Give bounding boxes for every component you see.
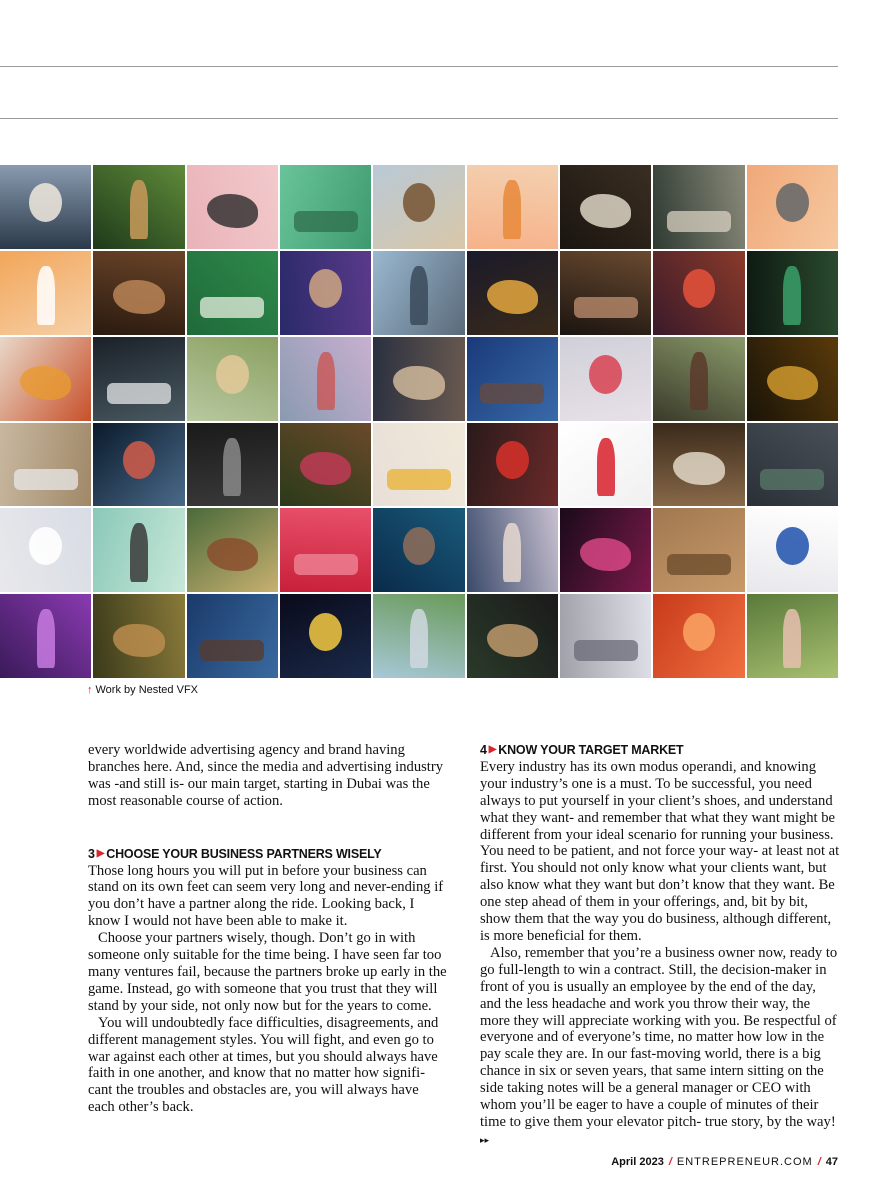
tile-subject [37,266,55,325]
mosaic-tile [280,508,371,592]
mosaic-tile [373,508,464,592]
tile-subject [760,469,824,490]
image-mosaic [0,165,838,678]
tile-subject [403,527,436,566]
tile-subject [574,297,638,318]
mosaic-tile [93,337,184,421]
mosaic-tile [560,594,651,678]
mosaic-tile [93,594,184,678]
tile-subject [410,609,428,668]
intro-paragraph: every worldwide advertising agency and brand having branches here. And, since the media and advertising industry was -and still is- our main target, starting in Dubai was the most reasonable course of action. [88,742,444,809]
tile-subject [480,383,544,404]
mosaic-tile [653,165,744,249]
mosaic-tile [747,594,838,678]
mosaic-tile [560,423,651,507]
tile-subject [667,554,731,575]
tile-subject [683,613,716,652]
mosaic-tile [280,337,371,421]
slash-divider-icon: / [668,1156,672,1168]
tile-subject [574,640,638,661]
mosaic-tile [280,251,371,335]
tile-subject [503,523,521,582]
tile-subject [200,297,264,318]
tile-subject [767,366,818,400]
mosaic-tile [653,423,744,507]
red-triangle-icon: ▶ [488,744,497,755]
mosaic-tile [280,165,371,249]
mosaic-tile [653,594,744,678]
mosaic-tile [93,423,184,507]
tile-subject [130,523,148,582]
tile-subject [783,266,801,325]
mosaic-tile [560,251,651,335]
mosaic-tile [93,165,184,249]
mosaic-tile [560,337,651,421]
mosaic-tile [187,423,278,507]
end-mark-icon: ▸▸ [480,1135,490,1146]
red-triangle-icon: ▶ [96,847,105,859]
mosaic-tile [373,165,464,249]
paragraph: Choose your partners wisely, though. Don’t go in with someone only suitable for the time being. I have seen far too many ventures fail, because the partners broke up early in the game. Instead, go with someone that you trust that they will stand by your side, not only now but for the years to come. [88,930,447,1014]
tile-subject [580,538,631,572]
mosaic-tile [467,508,558,592]
tile-subject [317,352,335,411]
tile-subject [496,441,529,480]
mosaic-tile [653,508,744,592]
tile-subject [683,269,716,308]
mosaic-tile [467,251,558,335]
mosaic-tile [747,423,838,507]
section-4-heading [480,742,840,759]
section-number: 4 [480,743,487,757]
mosaic-tile [747,165,838,249]
paragraph: Those long hours you will put in before your business can stand on its own feet can seem very long and never-ending if you don’t have a partner along the ride. Looking back, I know I would not have been able to make it. [88,862,444,930]
tile-subject [294,554,358,575]
left-column [88,742,448,1116]
tile-subject [387,469,451,490]
right-column [480,742,840,1150]
tile-subject [113,280,164,314]
mosaic-tile [467,594,558,678]
tile-subject [107,383,171,404]
tile-subject [29,527,62,566]
mosaic-tile [93,508,184,592]
mosaic-tile [0,165,91,249]
mosaic-tile [0,337,91,421]
page-footer [611,1156,838,1168]
tile-subject [783,609,801,668]
slash-divider-icon: / [817,1156,821,1168]
mosaic-tile [747,508,838,592]
mosaic-tile [0,594,91,678]
mosaic-tile [373,251,464,335]
section-title: KNOW YOUR TARGET MARKET [498,743,684,757]
paragraph: You will undoubtedly face difficulties, disagreements, and different management styles. You will fight, and even go to war against each other at times, but you should always have faith in one another, and know that no matter how signifi-cant the troubles and obstacles are, you will always have each other’s back. [88,1014,439,1116]
mosaic-tile [187,508,278,592]
tile-subject [690,352,708,411]
mosaic-tile [560,165,651,249]
mosaic-tile [467,337,558,421]
mosaic-tile [0,423,91,507]
tile-subject [776,183,809,222]
up-arrow-icon: ↑ [87,684,93,696]
tile-subject [207,538,258,572]
tile-subject [667,211,731,232]
tile-subject [123,441,156,480]
mosaic-tile [187,337,278,421]
image-caption [87,684,198,696]
paragraph-text: Also, remember that you’re a business owner now, ready to go full-length to win a contract. Still, the decision-maker in front of you is usually an employee by the end of the day, and the less headache and work you throw their way, the more they will appreciate working with you. Be respectful of everyone and of everyone’s time, no matter how low in the pay scale they are. In our fast-moving world, there is a big chance in six or seven years, that same intern sitting on the side taking notes will be a general manager or CEO with whom you’ll be eager to have a couple of minutes of their time to give them your elevator pitch- true story, by the way! [480,944,838,1130]
paragraph [480,945,840,1150]
page-number: 47 [825,1156,838,1168]
mosaic-tile [653,337,744,421]
tile-subject [580,194,631,228]
tile-subject [29,183,62,222]
tile-subject [216,355,249,394]
mosaic-tile [467,423,558,507]
mosaic-tile [560,508,651,592]
mosaic-tile [187,165,278,249]
tile-subject [503,180,521,239]
paragraph: Every industry has its own modus operandi, and knowing your industry’s one is a must. To be successful, you need always to put yourself in your client’s shoes, and understand what they want- and remember that what they want might be different from your ideal scenario for running your business. You need to be patient, and not force your way- at least not at first. You should not only know what your clients want, but also know what they want but don’t know that they want. Be one step ahead of them in your offerings, and, bit by bit, show them that the way you do business, although different, is more beneficial for them. [480,758,840,944]
tile-subject [309,269,342,308]
tile-subject [130,180,148,239]
tile-subject [37,609,55,668]
mosaic-tile [0,251,91,335]
tile-subject [20,366,71,400]
mosaic-tile [280,594,371,678]
mosaic-tile [0,508,91,592]
tile-subject [294,211,358,232]
tile-subject [223,438,241,497]
mosaic-tile [373,594,464,678]
issue-date: April 2023 [611,1156,664,1168]
mosaic-tile [280,423,371,507]
mosaic-tile [93,251,184,335]
mosaic-tile [373,423,464,507]
tile-subject [300,452,351,486]
tile-subject [403,183,436,222]
tile-subject [113,624,164,658]
mosaic-tile [187,251,278,335]
section-3-heading [88,846,448,863]
mosaic-tile [653,251,744,335]
caption-text: Work by Nested VFX [95,684,198,696]
tile-subject [200,640,264,661]
second-rule [0,118,838,119]
tile-subject [776,527,809,566]
mosaic-tile [373,337,464,421]
tile-subject [487,624,538,658]
mosaic-tile [187,594,278,678]
tile-subject [207,194,258,228]
mosaic-tile [747,337,838,421]
tile-subject [410,266,428,325]
tile-subject [14,469,78,490]
tile-subject [309,613,342,652]
tile-subject [393,366,444,400]
website: ENTREPRENEUR.COM [676,1156,813,1168]
section-title: CHOOSE YOUR BUSINESS PARTNERS WISELY [106,846,382,861]
top-rule [0,66,838,67]
mosaic-tile [747,251,838,335]
mosaic-tile [467,165,558,249]
tile-subject [597,438,615,497]
tile-subject [673,452,724,486]
tile-subject [487,280,538,314]
tile-subject [589,355,622,394]
section-number: 3 [88,846,95,861]
